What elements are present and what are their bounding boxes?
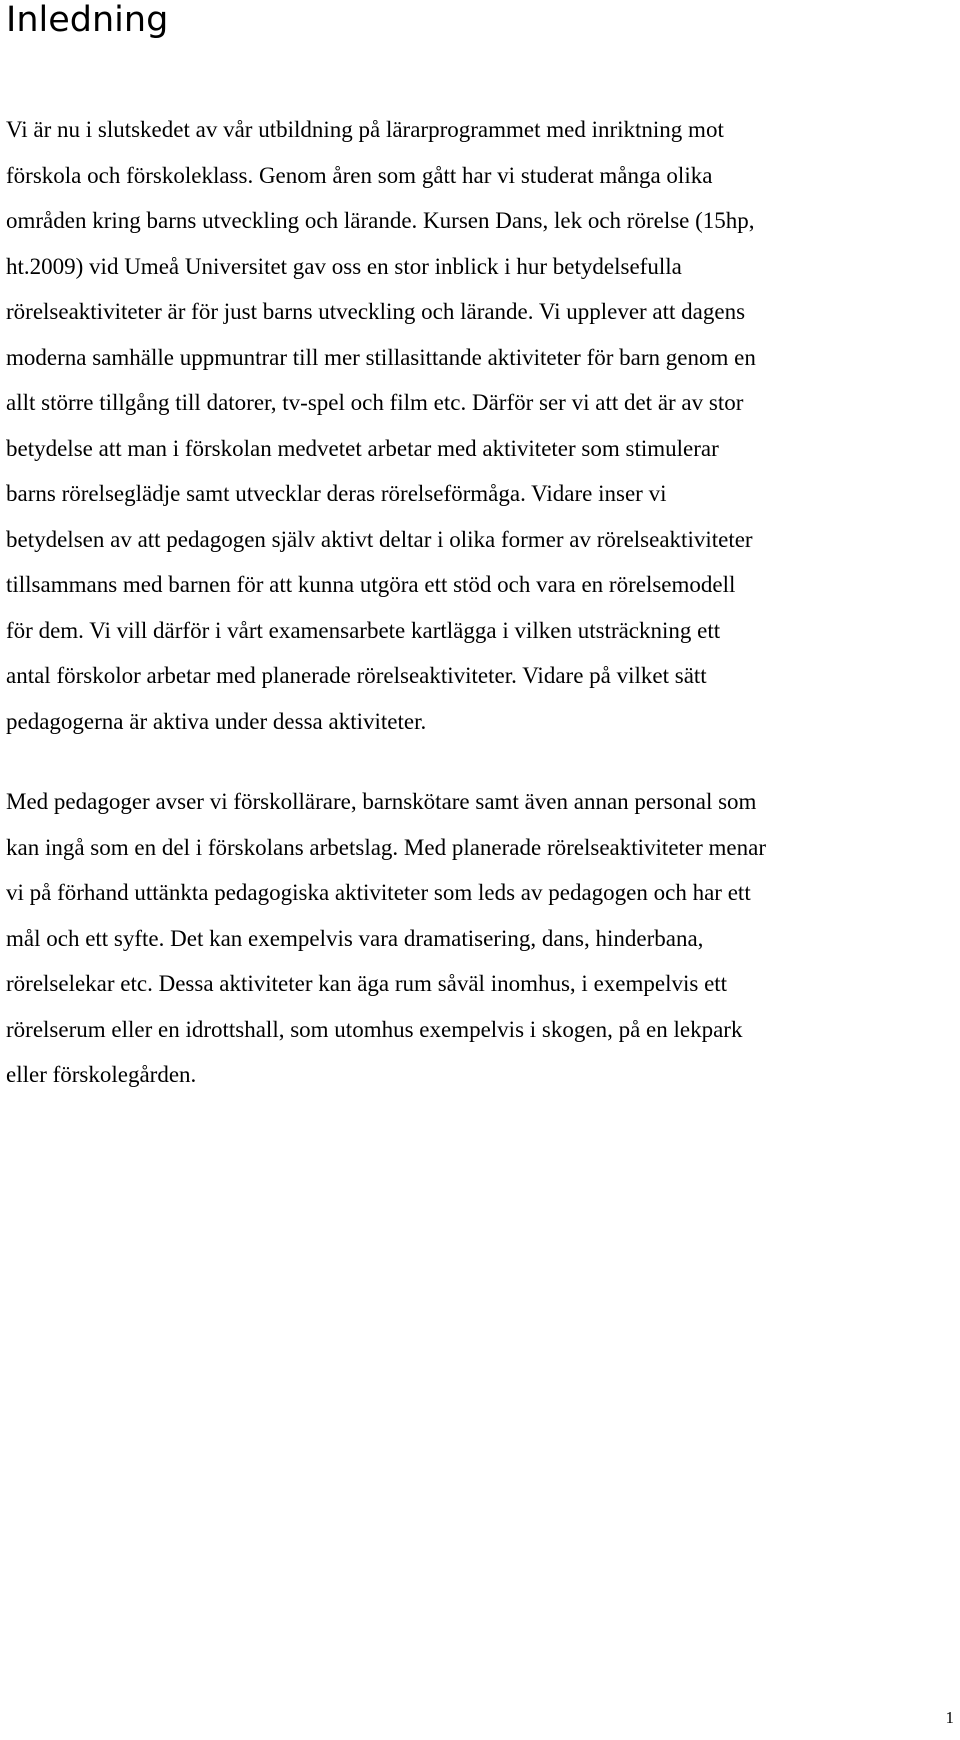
section-heading: Inledning bbox=[6, 0, 169, 40]
text-line: tillsammans med barnen för att kunna utgöra ett stöd och vara en rörelsemodell bbox=[6, 572, 736, 597]
text-line: Vi är nu i slutskedet av vår utbildning på lärarprogrammet med inriktning mot bbox=[6, 117, 724, 142]
text-line: rörelseaktiviteter är för just barns utveckling och lärande. Vi upplever att dagens bbox=[6, 299, 746, 324]
text-line: förskola och förskoleklass. Genom åren som gått har vi studerat många olika bbox=[6, 162, 713, 188]
paragraph-2 bbox=[6, 779, 944, 1098]
text-line: rörelselekar etc. Dessa aktiviteter kan äga rum såväl inomhus, i exempelvis ett bbox=[6, 971, 728, 996]
text-line: vi på förhand uttänkta pedagogiska aktiviteter som leds av pedagogen och har ett bbox=[6, 880, 751, 905]
text-line: Med pedagoger avser vi förskollärare, barnskötare samt även annan personal som bbox=[6, 789, 757, 814]
text-line: områden kring barns utveckling och lärande. Kursen Dans, lek och rörelse (15hp, bbox=[6, 208, 755, 233]
text-line: ht.2009) vid Umeå Universitet gav oss en stor inblick i hur betydelsefulla bbox=[6, 253, 682, 279]
text-line: mål och ett syfte. Det kan exempelvis vara dramatisering, dans, hinderbana, bbox=[6, 925, 704, 951]
text-line: för dem. Vi vill därför i vårt examensarbete kartlägga i vilken utsträckning ett bbox=[6, 617, 721, 643]
text-line: rörelserum eller en idrottshall, som utomhus exempelvis i skogen, på en lekpark bbox=[6, 1016, 743, 1042]
paragraph-1 bbox=[6, 107, 944, 744]
page-number: 1 bbox=[945, 1708, 954, 1727]
text-line: eller förskolegården. bbox=[6, 1062, 197, 1087]
text-line: barns rörelseglädje samt utvecklar deras rörelseförmåga. Vidare inser vi bbox=[6, 481, 667, 506]
text-line: betydelse att man i förskolan medvetet arbetar med aktiviteter som stimulerar bbox=[6, 435, 719, 461]
text-line: pedagogerna är aktiva under dessa aktiviteter. bbox=[6, 708, 427, 734]
text-line: betydelsen av att pedagogen själv aktivt deltar i olika former av rörelseaktiviteter bbox=[6, 526, 753, 552]
text-line: antal förskolor arbetar med planerade rörelseaktiviteter. Vidare på vilket sätt bbox=[6, 663, 707, 688]
text-line: kan ingå som en del i förskolans arbetslag. Med planerade rörelseaktiviteter menar bbox=[6, 834, 766, 860]
text-line: allt större tillgång till datorer, tv-spel och film etc. Därför ser vi att det är av stor bbox=[6, 390, 744, 415]
text-line: moderna samhälle uppmuntrar till mer stillasittande aktiviteter för barn genom en bbox=[6, 344, 756, 370]
